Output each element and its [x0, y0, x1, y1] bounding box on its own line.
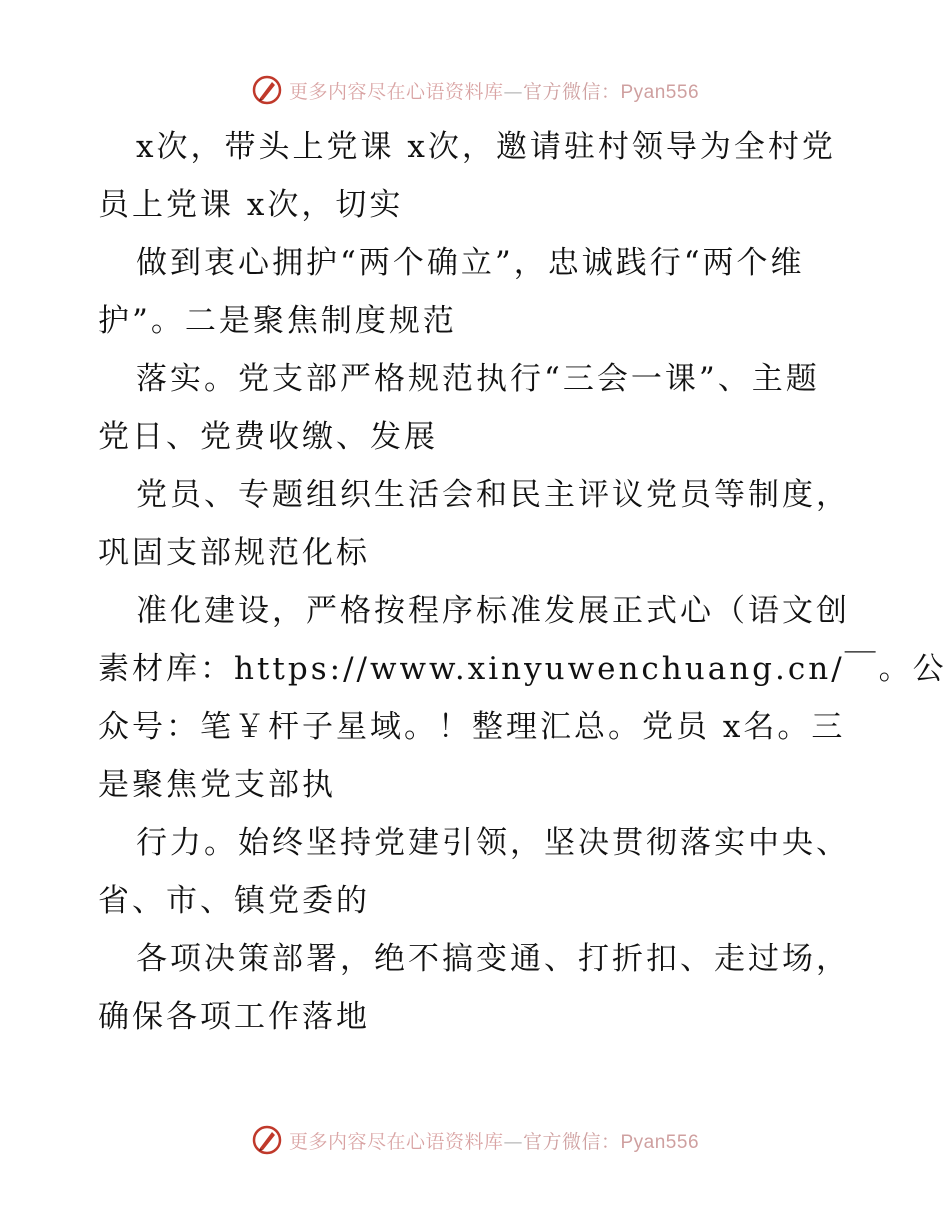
body-line: 巩固支部规范化标 — [98, 535, 370, 571]
footer-banner — [0, 1123, 950, 1157]
body-line: 是聚焦党支部执 — [98, 767, 336, 803]
body-line: 行力。始终坚持党建引领，坚决贯彻落实中央、 — [136, 825, 850, 861]
footer-banner-sep: — — [503, 1130, 523, 1153]
pen-circle-logo-icon — [251, 74, 283, 106]
body-line: 做到衷心拥护“两个确立”，忠诚践行“两个维 — [136, 245, 805, 281]
body-line: 确保各项工作落地 — [98, 999, 370, 1035]
footer-banner-main: 更多内容尽在心语资料库 — [288, 1130, 504, 1153]
footer-banner-text — [289, 1127, 699, 1154]
header-banner-wechat: 官方微信：Pyan556 — [523, 81, 700, 103]
body-line: 各项决策部署，绝不搞变通、打折扣、走过场， — [136, 941, 850, 977]
document-body — [98, 118, 947, 1046]
body-line: x次，带头上党课 x次，邀请驻村领导为全村党 — [136, 129, 836, 165]
body-line: 落实。党支部严格规范执行“三会一课”、主题 — [136, 361, 820, 397]
body-line: 素材库：https://www.xinyuwenchuang.cn/￣。公 — [98, 651, 947, 687]
body-line: 省、市、镇党委的 — [98, 883, 370, 919]
body-line: 众号：笔￥杆子星域。！整理汇总。党员 x名。三 — [98, 709, 846, 745]
header-banner — [0, 73, 950, 107]
header-banner-text — [289, 77, 699, 104]
body-line: 党日、党费收缴、发展 — [98, 419, 438, 455]
header-banner-sep: — — [503, 80, 523, 103]
body-line: 党员、专题组织生活会和民主评议党员等制度， — [136, 477, 850, 513]
body-line: 员上党课 x次，切实 — [98, 187, 404, 223]
body-line: 护”。二是聚焦制度规范 — [98, 303, 457, 339]
pen-circle-logo-icon — [251, 1124, 283, 1156]
footer-banner-wechat: 官方微信：Pyan556 — [523, 1131, 700, 1153]
body-line: 准化建设，严格按程序标准发展正式心（语文创 — [136, 593, 850, 629]
header-banner-main: 更多内容尽在心语资料库 — [288, 80, 504, 103]
